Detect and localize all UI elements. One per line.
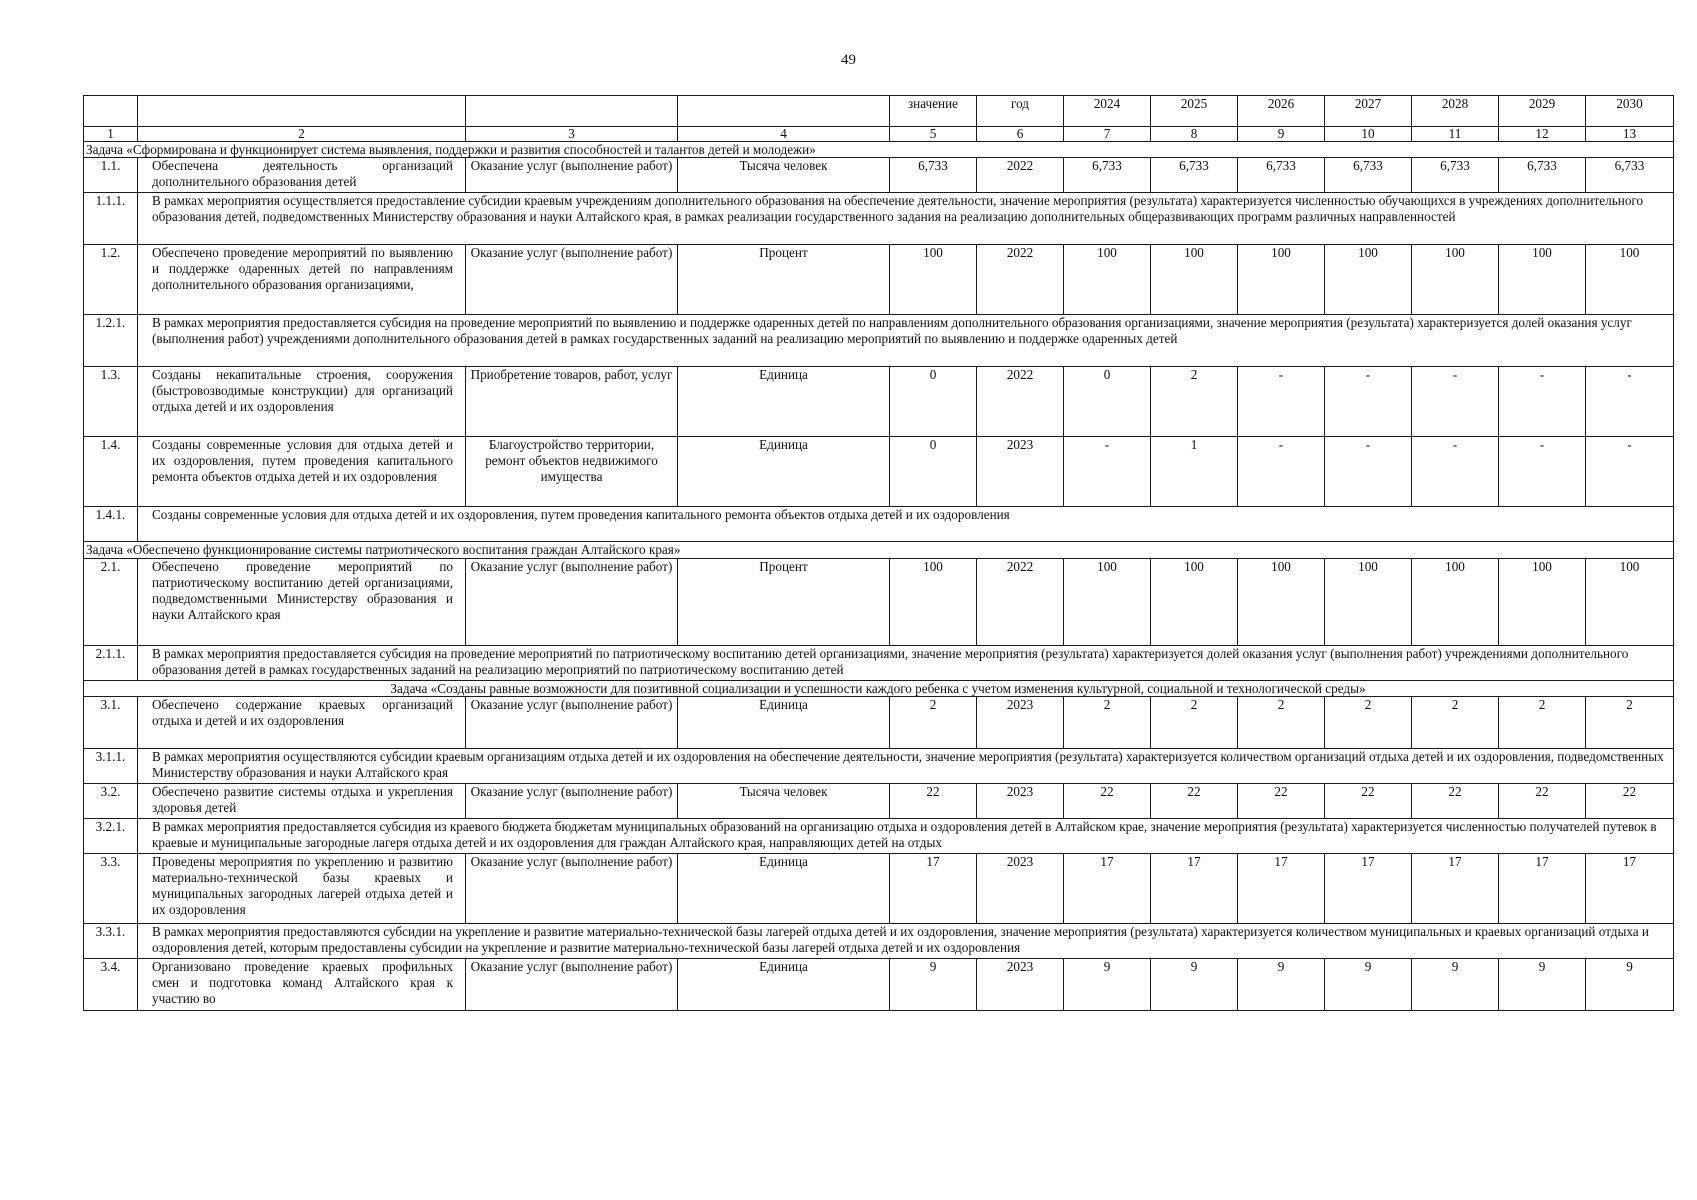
result-type: Оказание услуг (выполнение работ): [466, 158, 678, 193]
value-2024: 22: [1064, 784, 1151, 819]
value-2029: 17: [1499, 854, 1586, 924]
value-2028: 22: [1412, 784, 1499, 819]
description-text: В рамках мероприятия осуществляются субсидии краевым организациям отдыха детей и их оздоровления на обеспечение деятельности, значение мероприятия (результата) характеризуется количеством организаций отдыха детей и их оздоровления, подведомственных Министерству образования и науки Алтайского края: [138, 749, 1674, 784]
value-2027: 9: [1325, 959, 1412, 1011]
column-number: 5: [890, 127, 977, 142]
value-2028: 6,733: [1412, 158, 1499, 193]
value-2024: 0: [1064, 367, 1151, 437]
base-year: 2022: [977, 245, 1064, 315]
header-cell-2027: 2027: [1325, 96, 1412, 127]
base-year: 2023: [977, 854, 1064, 924]
result-row: [84, 559, 1674, 646]
result-type: Оказание услуг (выполнение работ): [466, 854, 678, 924]
value-2026: -: [1238, 437, 1325, 507]
header-cell-2024: 2024: [1064, 96, 1151, 127]
description-row: [84, 749, 1674, 784]
base-year: 2023: [977, 959, 1064, 1011]
row-number: 3.2.1.: [84, 819, 138, 854]
page-number: 49: [841, 52, 856, 68]
value-2025: 2: [1151, 367, 1238, 437]
base-year: 2023: [977, 784, 1064, 819]
description-row: [84, 315, 1674, 367]
value-2024: 6,733: [1064, 158, 1151, 193]
result-name: Обеспечена деятельность организаций дополнительного образования детей: [138, 158, 466, 193]
value-2028: -: [1412, 437, 1499, 507]
unit-of-measure: Единица: [678, 437, 890, 507]
value-2027: -: [1325, 367, 1412, 437]
result-name: Проведены мероприятия по укреплению и развитию материально-технической базы краевых и муниципальных загородных лагерей отдыха детей и их оздоровления: [138, 854, 466, 924]
base-year: 2023: [977, 697, 1064, 749]
unit-of-measure: Процент: [678, 559, 890, 646]
unit-of-measure: Единица: [678, 854, 890, 924]
column-number: 9: [1238, 127, 1325, 142]
value-2025: 1: [1151, 437, 1238, 507]
result-row: [84, 784, 1674, 819]
results-table: [83, 95, 1674, 1011]
header-cell: [678, 96, 890, 127]
task-title: Задача «Сформирована и функционирует система выявления, поддержки и развития способностей и талантов детей и молодежи»: [84, 142, 1674, 158]
result-row: [84, 245, 1674, 315]
result-name: Организовано проведение краевых профильных смен и подготовка команд Алтайского края к участию во: [138, 959, 466, 1011]
task-row: [84, 681, 1674, 697]
header-cell-2028: 2028: [1412, 96, 1499, 127]
value-2024: 2: [1064, 697, 1151, 749]
base-value: 100: [890, 245, 977, 315]
description-row: [84, 924, 1674, 959]
value-2029: 100: [1499, 559, 1586, 646]
column-number: 6: [977, 127, 1064, 142]
value-2030: 22: [1586, 784, 1674, 819]
column-number: 8: [1151, 127, 1238, 142]
description-text: В рамках мероприятия предоставляется субсидия из краевого бюджета бюджетам муниципальных образований на организацию отдыха и оздоровления детей в Алтайском крае, значение мероприятия (результата) характеризуется численностью получателей путевок в краевые и муниципальные загородные лагеря отдыха детей и их оздоровления для граждан Алтайского края, направляющих детей на отдых: [138, 819, 1674, 854]
result-name: Обеспечено проведение мероприятий по выявлению и поддержке одаренных детей по направлениям дополнительного образования организациями,: [138, 245, 466, 315]
value-2026: 100: [1238, 245, 1325, 315]
task-title: Задача «Созданы равные возможности для позитивной социализации и успешности каждого ребенка с учетом изменения культурной, социальной и технологической среды»: [84, 681, 1674, 697]
description-text: Созданы современные условия для отдыха детей и их оздоровления, путем проведения капитального ремонта объектов отдыха детей и их оздоровления: [138, 507, 1674, 542]
column-number: 2: [138, 127, 466, 142]
value-2028: 100: [1412, 559, 1499, 646]
column-number: 13: [1586, 127, 1674, 142]
value-2030: 17: [1586, 854, 1674, 924]
value-2030: 100: [1586, 559, 1674, 646]
header-row: [84, 96, 1674, 127]
unit-of-measure: Тысяча человек: [678, 158, 890, 193]
header-cell: [84, 96, 138, 127]
column-number: 10: [1325, 127, 1412, 142]
base-year: 2022: [977, 158, 1064, 193]
description-row: [84, 819, 1674, 854]
row-number: 3.3.1.: [84, 924, 138, 959]
row-number: 3.4.: [84, 959, 138, 1011]
value-2029: 2: [1499, 697, 1586, 749]
base-value: 6,733: [890, 158, 977, 193]
column-number: 4: [678, 127, 890, 142]
task-row: [84, 142, 1674, 158]
base-value: 22: [890, 784, 977, 819]
value-2027: 6,733: [1325, 158, 1412, 193]
row-number: 1.4.: [84, 437, 138, 507]
description-text: В рамках мероприятия осуществляется предоставление субсидии краевым учреждениям дополнительного образования на обеспечение деятельности, значение мероприятия (результата) характеризуется численностью обучающихся в учреждениях дополнительного образования детей, подведомственных Министерству образования и науки Алтайского края, в рамках реализации государственного задания на реализацию дополнительных общеразвивающих программ различных направленностей: [138, 193, 1674, 245]
result-row: [84, 158, 1674, 193]
column-number: 3: [466, 127, 678, 142]
column-number-row: [84, 127, 1674, 142]
value-2028: 17: [1412, 854, 1499, 924]
base-value: 0: [890, 437, 977, 507]
column-number: 7: [1064, 127, 1151, 142]
value-2025: 22: [1151, 784, 1238, 819]
header-cell-year: год: [977, 96, 1064, 127]
base-year: 2022: [977, 559, 1064, 646]
row-number: 2.1.: [84, 559, 138, 646]
value-2028: 100: [1412, 245, 1499, 315]
value-2025: 100: [1151, 559, 1238, 646]
result-type: Приобретение товаров, работ, услуг: [466, 367, 678, 437]
result-type: Оказание услуг (выполнение работ): [466, 784, 678, 819]
value-2029: 9: [1499, 959, 1586, 1011]
row-number: 1.1.: [84, 158, 138, 193]
description-row: [84, 507, 1674, 542]
result-type: Оказание услуг (выполнение работ): [466, 697, 678, 749]
result-row: [84, 697, 1674, 749]
task-row: [84, 542, 1674, 559]
description-text: В рамках мероприятия предоставляются субсидии на укрепление и развитие материально-технической базы лагерей отдыха детей и их оздоровления, значение мероприятия (результата) характеризуется количеством муниципальных и краевых организаций отдыха и оздоровления детей, которым предоставлены субсидии на укрепление и развитие материально-технической базы лагерей отдыха детей и их оздоровления: [138, 924, 1674, 959]
value-2028: -: [1412, 367, 1499, 437]
column-number: 12: [1499, 127, 1586, 142]
unit-of-measure: Тысяча человек: [678, 784, 890, 819]
value-2026: 17: [1238, 854, 1325, 924]
description-row: [84, 193, 1674, 245]
value-2025: 100: [1151, 245, 1238, 315]
row-number: 1.1.1.: [84, 193, 138, 245]
value-2026: 6,733: [1238, 158, 1325, 193]
header-cell-value: значение: [890, 96, 977, 127]
value-2024: -: [1064, 437, 1151, 507]
base-value: 2: [890, 697, 977, 749]
header-cell: [138, 96, 466, 127]
unit-of-measure: Единица: [678, 959, 890, 1011]
base-value: 0: [890, 367, 977, 437]
value-2025: 9: [1151, 959, 1238, 1011]
row-number: 3.3.: [84, 854, 138, 924]
value-2027: -: [1325, 437, 1412, 507]
value-2027: 22: [1325, 784, 1412, 819]
row-number: 1.4.1.: [84, 507, 138, 542]
value-2029: 6,733: [1499, 158, 1586, 193]
value-2030: 6,733: [1586, 158, 1674, 193]
value-2027: 2: [1325, 697, 1412, 749]
column-number: 11: [1412, 127, 1499, 142]
value-2024: 100: [1064, 559, 1151, 646]
result-type: Оказание услуг (выполнение работ): [466, 559, 678, 646]
base-value: 100: [890, 559, 977, 646]
value-2025: 2: [1151, 697, 1238, 749]
value-2030: -: [1586, 437, 1674, 507]
value-2028: 9: [1412, 959, 1499, 1011]
value-2025: 17: [1151, 854, 1238, 924]
row-number: 1.2.1.: [84, 315, 138, 367]
description-text: В рамках мероприятия предоставляется субсидия на проведение мероприятий по выявлению и поддержке одаренных детей по направлениям дополнительного образования организациями, значение мероприятия (результата) характеризуется долей оказания услуг (выполнения работ) учреждениями дополнительного образования детей в рамках государственных заданий на реализацию мероприятий по выявлению и поддержке одаренных детей: [138, 315, 1674, 367]
row-number: 1.2.: [84, 245, 138, 315]
base-year: 2023: [977, 437, 1064, 507]
value-2027: 100: [1325, 245, 1412, 315]
value-2026: 22: [1238, 784, 1325, 819]
result-row: [84, 854, 1674, 924]
value-2029: 22: [1499, 784, 1586, 819]
row-number: 3.1.1.: [84, 749, 138, 784]
value-2029: -: [1499, 437, 1586, 507]
value-2029: 100: [1499, 245, 1586, 315]
value-2030: 9: [1586, 959, 1674, 1011]
unit-of-measure: Единица: [678, 367, 890, 437]
value-2027: 100: [1325, 559, 1412, 646]
header-cell-2026: 2026: [1238, 96, 1325, 127]
unit-of-measure: Единица: [678, 697, 890, 749]
header-cell-2025: 2025: [1151, 96, 1238, 127]
row-number: 2.1.1.: [84, 646, 138, 681]
value-2026: 100: [1238, 559, 1325, 646]
value-2027: 17: [1325, 854, 1412, 924]
value-2030: 2: [1586, 697, 1674, 749]
header-cell-2029: 2029: [1499, 96, 1586, 127]
description-row: [84, 646, 1674, 681]
base-year: 2022: [977, 367, 1064, 437]
result-row: [84, 367, 1674, 437]
result-name: Обеспечено развитие системы отдыха и укрепления здоровья детей: [138, 784, 466, 819]
value-2029: -: [1499, 367, 1586, 437]
result-name: Обеспечено проведение мероприятий по патриотическому воспитанию детей организациями, подведомственными Министерству образования и науки Алтайского края: [138, 559, 466, 646]
value-2024: 17: [1064, 854, 1151, 924]
result-name: Созданы современные условия для отдыха детей и их оздоровления, путем проведения капитального ремонта объектов отдыха детей и их оздоровления: [138, 437, 466, 507]
value-2025: 6,733: [1151, 158, 1238, 193]
result-type: Оказание услуг (выполнение работ): [466, 959, 678, 1011]
value-2024: 9: [1064, 959, 1151, 1011]
row-number: 3.2.: [84, 784, 138, 819]
value-2026: 9: [1238, 959, 1325, 1011]
value-2030: 100: [1586, 245, 1674, 315]
value-2030: -: [1586, 367, 1674, 437]
result-type: Оказание услуг (выполнение работ): [466, 245, 678, 315]
result-name: Обеспечено содержание краевых организаций отдыха и детей и их оздоровления: [138, 697, 466, 749]
result-row: [84, 437, 1674, 507]
header-cell: [466, 96, 678, 127]
value-2026: 2: [1238, 697, 1325, 749]
row-number: 1.3.: [84, 367, 138, 437]
unit-of-measure: Процент: [678, 245, 890, 315]
header-cell-2030: 2030: [1586, 96, 1674, 127]
base-value: 9: [890, 959, 977, 1011]
column-number: 1: [84, 127, 138, 142]
result-type: Благоустройство территории, ремонт объектов недвижимого имущества: [466, 437, 678, 507]
task-title: Задача «Обеспечено функционирование системы патриотического воспитания граждан Алтайского края»: [84, 542, 1674, 559]
result-row: [84, 959, 1674, 1011]
row-number: 3.1.: [84, 697, 138, 749]
value-2028: 2: [1412, 697, 1499, 749]
description-text: В рамках мероприятия предоставляется субсидия на проведение мероприятий по патриотическому воспитанию детей организациями, значение мероприятия (результата) характеризуется долей оказания услуг (выполнения работ) учреждениями дополнительного образования детей в рамках государственных заданий на реализацию мероприятий по патриотическому воспитанию детей: [138, 646, 1674, 681]
result-name: Созданы некапитальные строения, сооружения (быстровозводимые конструкции) для организаций отдыха детей и их оздоровления: [138, 367, 466, 437]
value-2026: -: [1238, 367, 1325, 437]
value-2024: 100: [1064, 245, 1151, 315]
base-value: 17: [890, 854, 977, 924]
